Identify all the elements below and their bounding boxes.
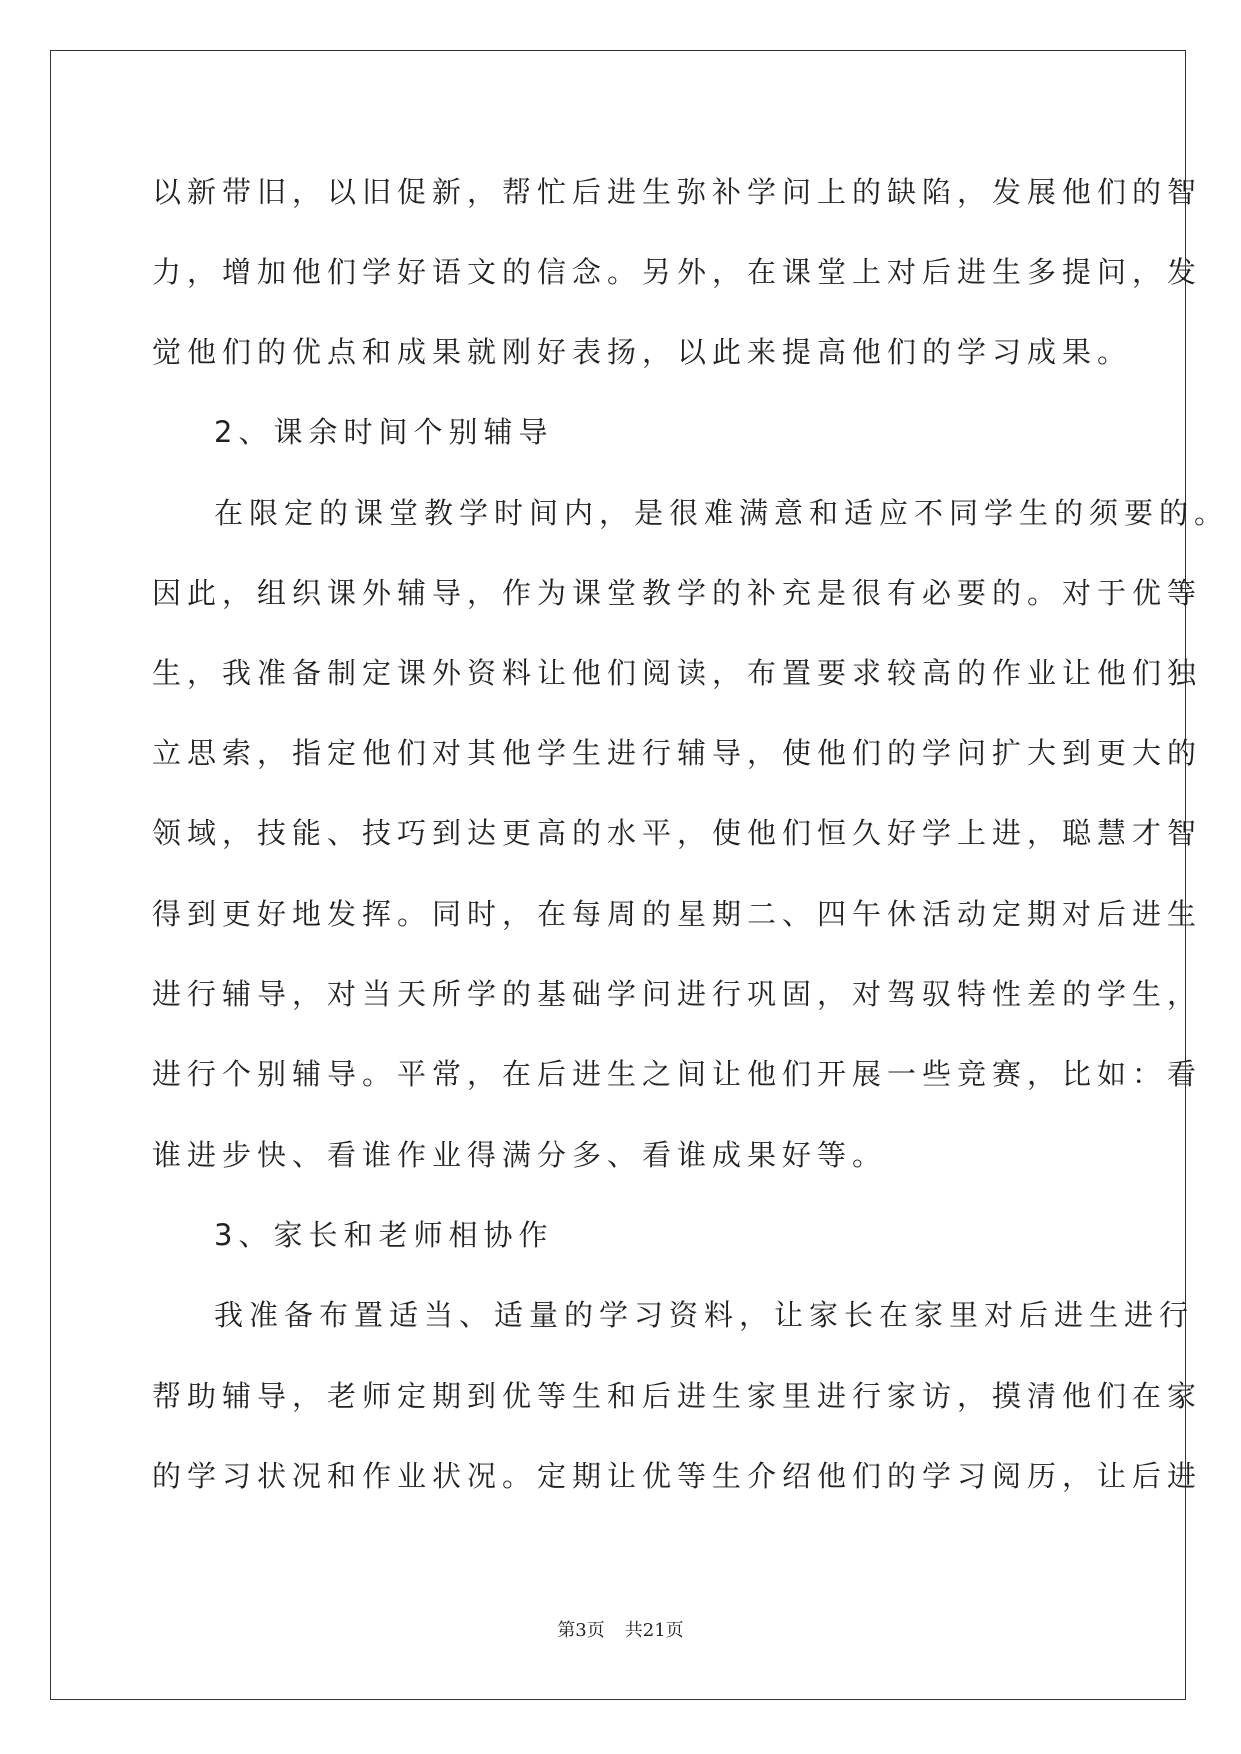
body-text-line: 生，我准备制定课外资料让他们阅读，布置要求较高的作业让他们独 bbox=[152, 656, 1203, 690]
body-text-line: 得到更好地发挥。同时，在每周的星期二、四午休活动定期对后进生 bbox=[152, 897, 1203, 931]
body-text-line: 谁进步快、看谁作业得满分多、看谁成果好等。 bbox=[152, 1138, 888, 1172]
body-text-line: 进行辅导，对当天所学的基础学问进行巩固，对驾驭特性差的学生， bbox=[152, 977, 1203, 1011]
body-text-line: 我准备布置适当、适量的学习资料，让家长在家里对后进生进行 bbox=[214, 1298, 1195, 1332]
body-text-line: 觉他们的优点和成果就刚好表扬，以此来提高他们的学习成果。 bbox=[152, 335, 1133, 369]
page-number: 第3页 bbox=[557, 1620, 605, 1641]
body-text-line: 以新带旧，以旧促新，帮忙后进生弥补学问上的缺陷，发展他们的智 bbox=[152, 175, 1203, 209]
section-heading: 3、家长和老师相协作 bbox=[214, 1218, 554, 1252]
page-footer bbox=[0, 1616, 1241, 1642]
body-text-line: 的学习状况和作业状况。定期让优等生介绍他们的学习阅历，让后进 bbox=[152, 1459, 1203, 1493]
body-text-line: 帮助辅导，老师定期到优等生和后进生家里进行家访，摸清他们在家 bbox=[152, 1379, 1203, 1413]
body-text-line: 领域，技能、技巧到达更高的水平，使他们恒久好学上进，聪慧才智 bbox=[152, 816, 1203, 850]
body-text-line: 因此，组织课外辅导，作为课堂教学的补充是很有必要的。对于优等 bbox=[152, 576, 1203, 610]
body-text-line: 在限定的课堂教学时间内，是很难满意和适应不同学生的须要的。 bbox=[214, 496, 1230, 530]
body-text-line: 进行个别辅导。平常，在后进生之间让他们开展一些竞赛，比如：看 bbox=[152, 1057, 1203, 1091]
body-text-line: 力，增加他们学好语文的信念。另外，在课堂上对后进生多提问，发 bbox=[152, 255, 1203, 289]
page-border bbox=[50, 50, 1230, 1700]
body-text-line: 立思索，指定他们对其他学生进行辅导，使他们的学问扩大到更大的 bbox=[152, 736, 1203, 770]
section-heading: 2、课余时间个别辅导 bbox=[214, 415, 554, 449]
page-total: 共21页 bbox=[624, 1620, 684, 1641]
